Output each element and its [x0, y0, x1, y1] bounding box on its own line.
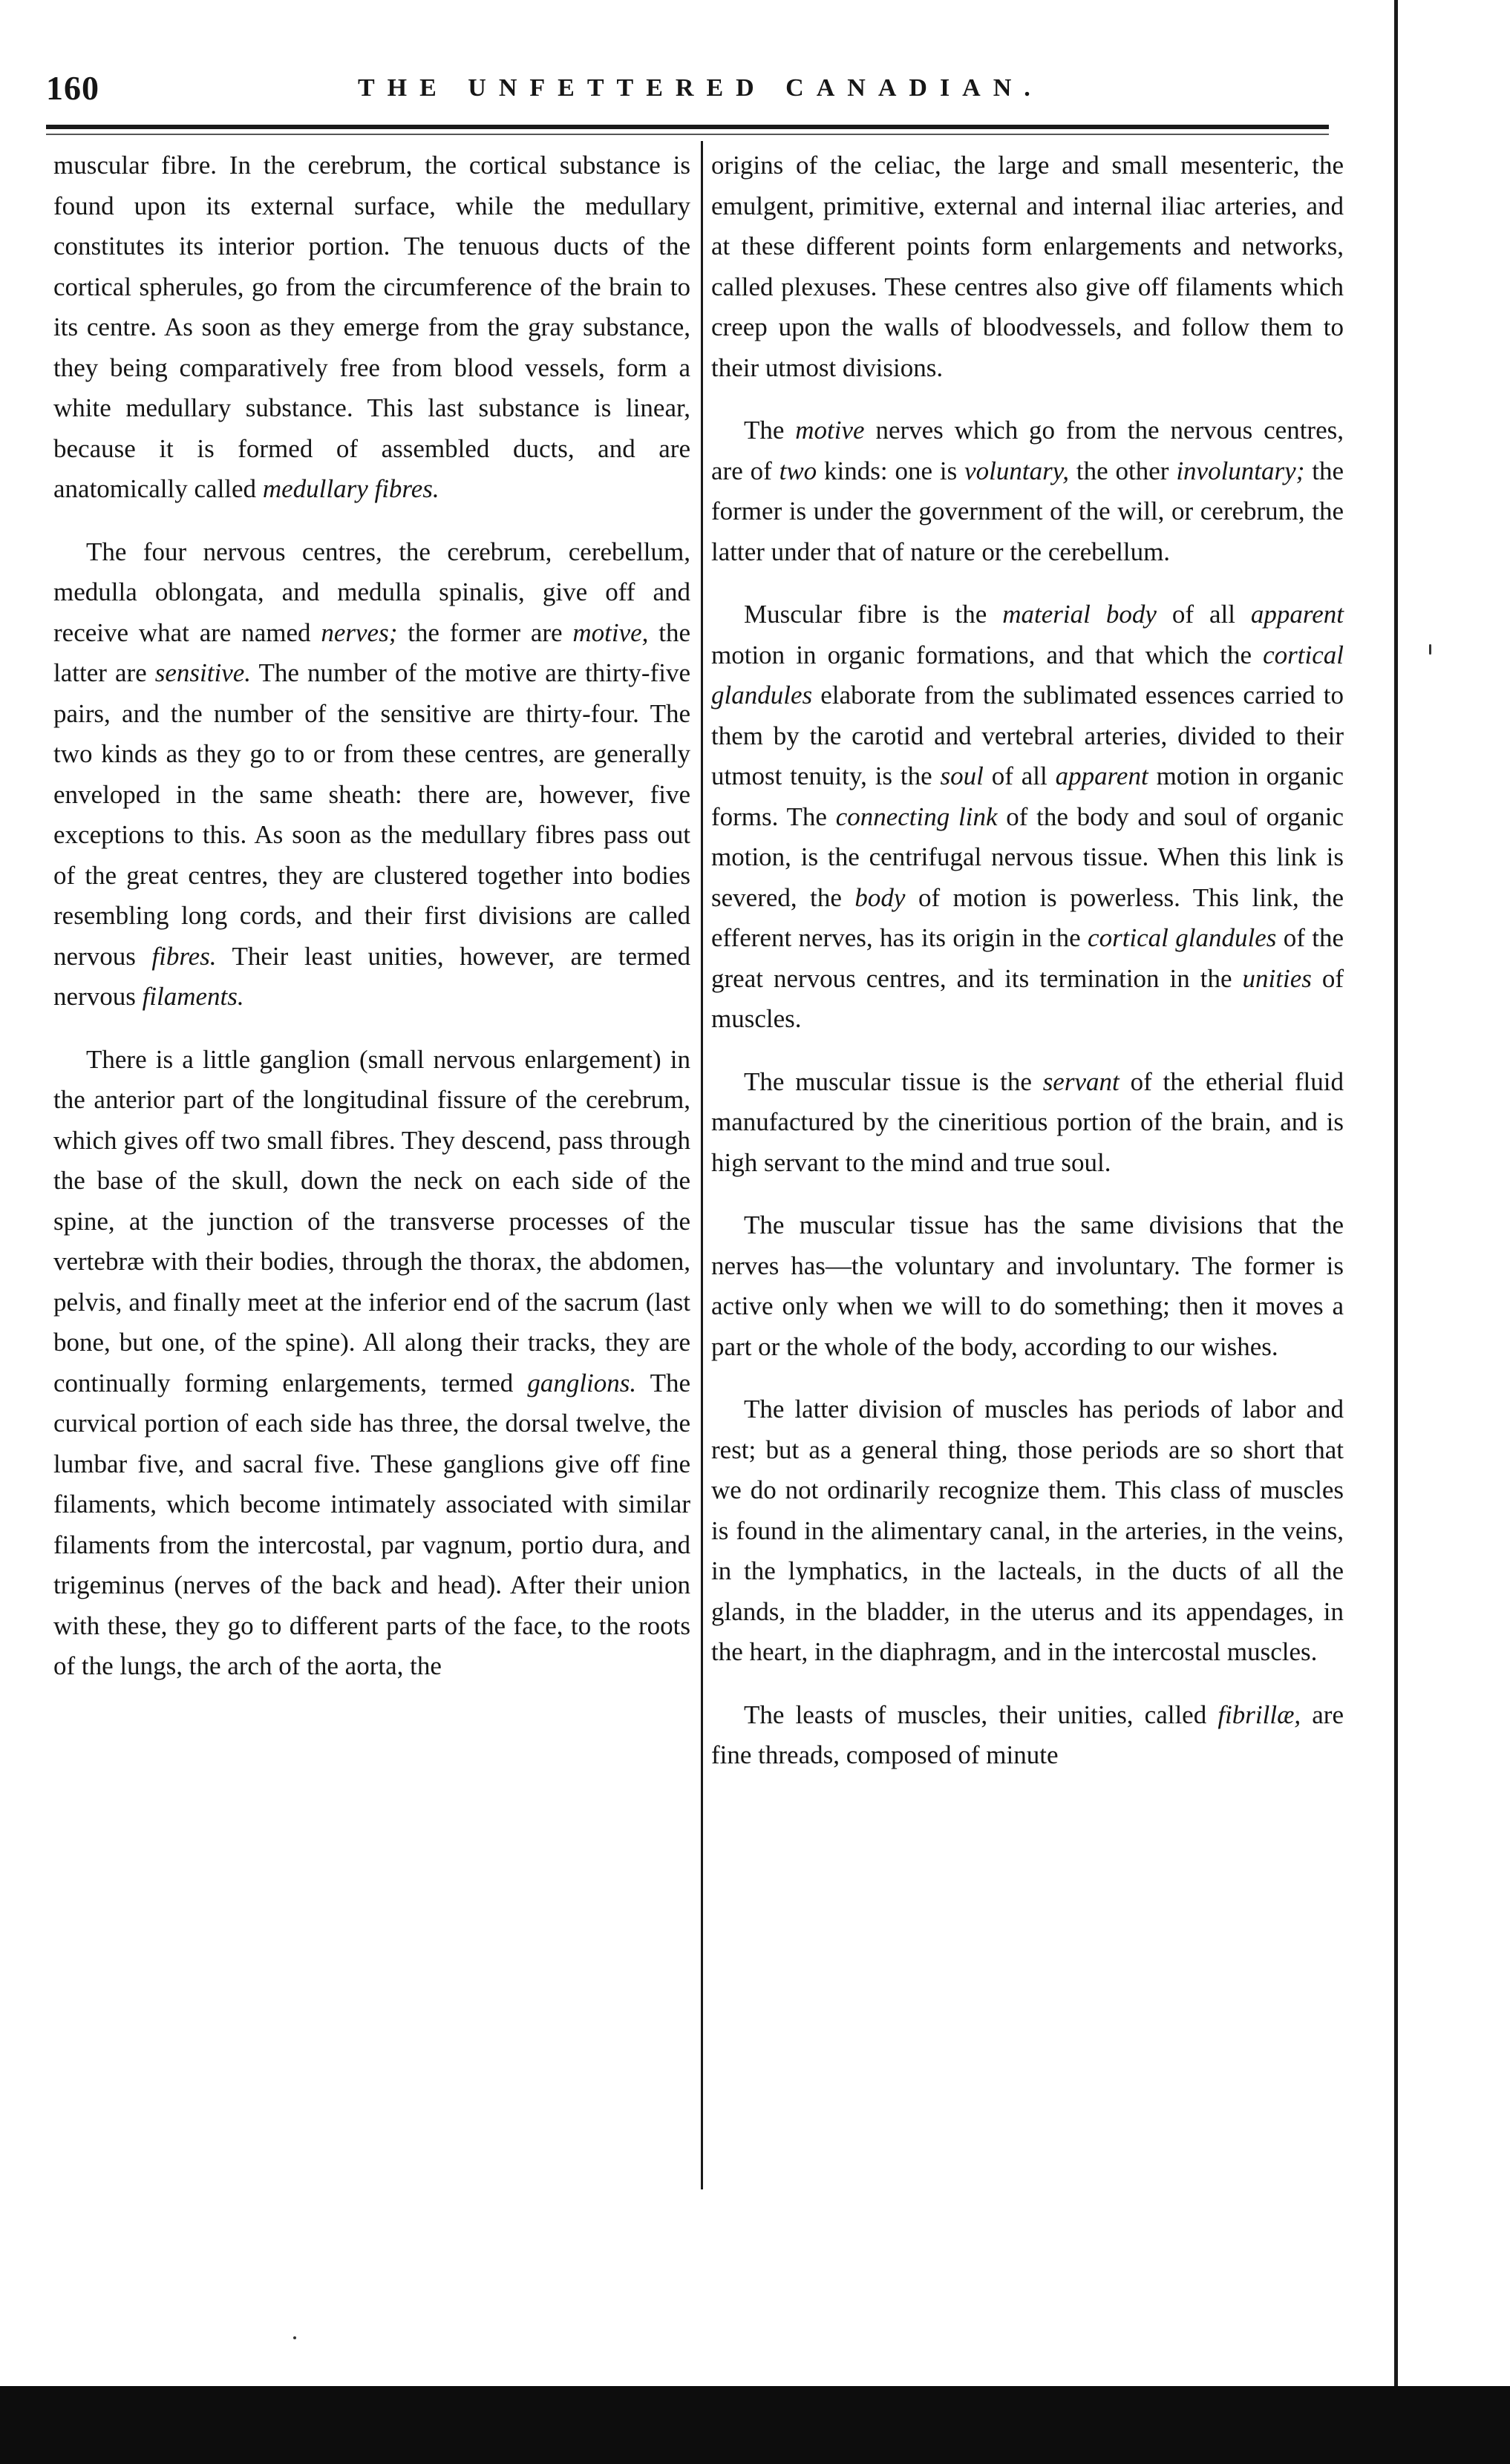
italic-run: ganglions.	[527, 1368, 637, 1398]
text-run: of the great nervous centres, and its termination in the	[711, 923, 1344, 993]
italic-run: motive,	[572, 617, 649, 647]
text-run: Their least unities, however, are termed nervous	[53, 941, 691, 1011]
italic-run: soul	[940, 761, 984, 790]
italic-run: fibres.	[151, 941, 217, 971]
text-run: The four nervous centres, the cerebrum, cerebellum, medulla oblongata, and medulla spinalis, give off and receive what are named	[53, 537, 690, 647]
italic-run: servant	[1042, 1066, 1120, 1096]
italic-run: apparent	[1250, 600, 1344, 629]
paragraph	[711, 145, 1344, 388]
text-run: The number of the motive are thirty-five pairs, and the number of the sensitive are thirty-four. The two kinds as they go to or from these centres, are generally enveloped in the same sheath: there are, however, five exceptions to this. As soon as the medullary fibres pass out of the great centres, they are clustered together into bodies resembling long cords, and their first divisions are called nervous	[53, 658, 690, 971]
ink-speck	[1429, 644, 1431, 655]
italic-run: medullary fibres.	[262, 474, 439, 503]
text-run: origins of the celiac, the large and small mesenteric, the emulgent, primitive, external and internal iliac arteries, and at these different points form enlargements and networks, called plexuses. These centres also give off filaments which creep upon the walls of bloodvessels, and follow them to their utmost divisions.	[711, 151, 1344, 382]
text-run: There is a little ganglion (small nervous enlargement) in the anterior part of the longitudinal fissure of the cerebrum, which gives off two small fibres. They descend, pass through the base of the skull, down the neck on each side of the spine, at the junction of the transverse processes of the vertebræ with their bodies, through the thorax, the abdomen, pelvis, and finally meet at the inferior end of the sacrum (last bone, but one, of the spine). All along their tracks, they are continually forming enlargements, termed	[53, 1044, 690, 1398]
italic-run: motive	[795, 416, 865, 445]
text-run: the former are	[397, 617, 573, 647]
page-header	[46, 68, 1375, 120]
text-run: of muscles.	[711, 963, 1344, 1033]
italic-run: apparent	[1055, 761, 1148, 790]
italic-run: voluntary,	[964, 456, 1070, 485]
header-rule-thin	[46, 134, 1329, 135]
text-run: of the body and soul of organic motion, is the centrifugal nervous tissue. When this link is severed, the	[711, 802, 1344, 912]
text-run: elaborate from the sublimated essences carried to them by the carotid and vertebral arteries, divided to their utmost tenuity, is the	[711, 681, 1344, 790]
column-divider	[701, 141, 703, 2189]
italic-run: involuntary;	[1176, 456, 1305, 485]
italic-run: fibrillæ,	[1218, 1700, 1301, 1729]
text-run: The curvical portion of each side has three, the dorsal twelve, the lumbar five, and sacral five. These ganglions give off fine filaments, which become intimately associated with similar filaments from the intercostal, par vagnum, portio dura, and trigeminus (nerves of the back and head). After their union with these, they go to different parts of the face, to the roots of the lungs, the arch of the aorta, the	[53, 1368, 690, 1680]
paragraph	[711, 1695, 1344, 1776]
text-run: The latter division of muscles has periods of labor and rest; but as a general thing, those periods are so short that we do not ordinarily recognize them. This class of muscles is found in the alimentary canal, in the arteries, in the veins, in the lymphatics, in the lacteals, in the ducts of all the glands, in the bladder, in the uterus and its appendages, in the heart, in the diaphragm, and in the intercostal muscles.	[711, 1395, 1344, 1666]
running-title: THE UNFETTERED CANADIAN.	[358, 74, 1043, 102]
paragraph	[53, 1040, 690, 1687]
italic-run: filaments.	[142, 982, 244, 1011]
text-run: motion in organic forms. The	[711, 761, 1344, 831]
text-run: the former is under the government of the will, or cerebrum, the latter under that of nature or the cerebellum.	[711, 456, 1344, 566]
text-run: nerves which go from the nervous centres, are of	[711, 416, 1344, 485]
italic-run: cortical glandules	[1088, 923, 1277, 952]
italic-run: connecting link	[835, 802, 998, 831]
italic-run: nerves;	[321, 617, 398, 647]
text-run: of motion is powerless. This link, the efferent nerves, has its origin in the	[711, 882, 1344, 952]
text-run: The muscular tissue is the	[744, 1066, 1043, 1096]
text-run: of all	[1156, 600, 1251, 629]
text-run: The leasts of muscles, their unities, called	[744, 1700, 1218, 1729]
page-edge-rule	[1394, 0, 1398, 2386]
text-run: kinds: one is	[817, 456, 965, 485]
paragraph	[53, 532, 690, 1018]
scan-border	[0, 2386, 1510, 2464]
text-run: The	[744, 416, 796, 445]
italic-run: unities	[1242, 963, 1312, 993]
paragraph	[711, 1205, 1344, 1367]
italic-run: cortical glandules	[711, 640, 1344, 710]
header-rule	[46, 125, 1329, 129]
paragraph	[53, 145, 690, 510]
text-run: motion in organic formations, and that which the	[711, 640, 1264, 669]
text-run: of the etherial fluid manufactured by the cineritious portion of the brain, and is high servant to the mind and true soul.	[711, 1066, 1344, 1177]
italic-run: material body	[1002, 600, 1157, 629]
ink-speck	[293, 2336, 296, 2339]
text-run: muscular fibre. In the cerebrum, the cortical substance is found upon its external surface, while the medullary constitutes its interior portion. The tenuous ducts of the cortical spherules, go from the circumference of the brain to its centre. As soon as they emerge from the gray substance, they being comparatively free from blood vessels, form a white medullary substance. This last substance is linear, because it is formed of assembled ducts, and are anatomically called	[53, 151, 690, 503]
text-run: the other	[1069, 456, 1177, 485]
text-run: Muscular fibre is the	[744, 600, 1003, 629]
paragraph	[711, 1062, 1344, 1184]
italic-run: sensitive.	[154, 658, 252, 687]
paragraph	[711, 1389, 1344, 1673]
page-number: 160	[46, 69, 99, 107]
italic-run: body	[854, 882, 906, 912]
text-run: The muscular tissue has the same divisions that the nerves has—the voluntary and involuntary. The former is active only when we will to do something; then it moves a part or the whole of the body, according to our wishes.	[711, 1210, 1344, 1361]
paragraph	[711, 410, 1344, 572]
italic-run: two	[779, 456, 817, 485]
left-column	[53, 145, 690, 1687]
text-run: of all	[983, 761, 1056, 790]
text-run: the latter are	[53, 617, 691, 687]
right-column	[711, 145, 1344, 1776]
text-run: are fine threads, composed of minute	[711, 1700, 1344, 1769]
paragraph	[711, 594, 1344, 1040]
